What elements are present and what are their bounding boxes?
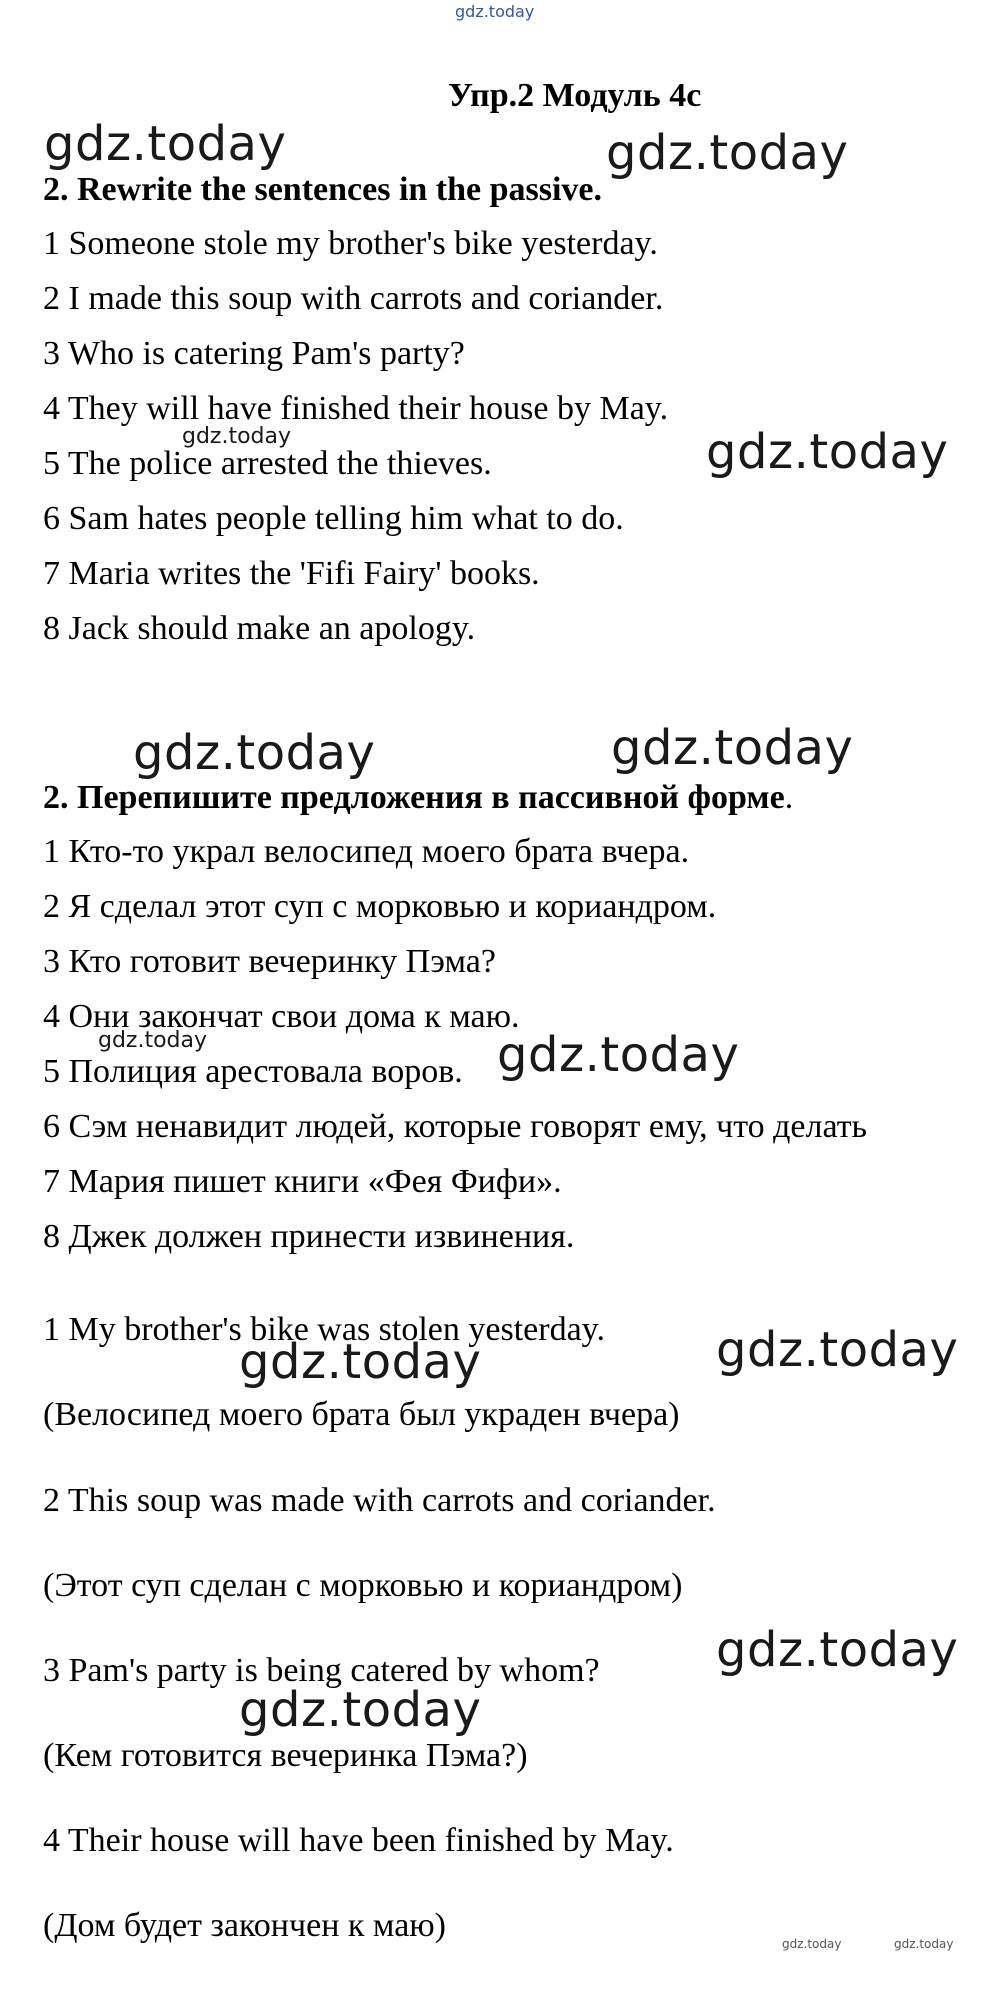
watermark-tiny: gdz.today (782, 1937, 842, 1951)
watermark-tiny: gdz.today (894, 1937, 954, 1951)
english-item: 2 I made this soup with carrots and coriander. (43, 280, 664, 317)
english-item: 7 Maria writes the 'Fifi Fairy' books. (43, 555, 540, 592)
english-item: 1 Someone stole my brother's bike yesterday. (43, 225, 658, 262)
answer-english: 1 My brother's bike was stolen yesterday. (43, 1311, 605, 1348)
watermark: gdz.today (497, 1027, 740, 1083)
answer-russian: (Этот суп сделан с морковью и кориандром) (43, 1567, 683, 1604)
russian-item: 3 Кто готовит вечеринку Пэма? (43, 943, 496, 980)
english-heading: 2. Rewrite the sentences in the passive. (43, 171, 603, 208)
english-item: 3 Who is catering Pam's party? (43, 335, 465, 372)
watermark-top: gdz.today (455, 2, 535, 21)
russian-item: 8 Джек должен принести извинения. (43, 1218, 575, 1255)
answer-russian: (Дом будет закончен к маю) (43, 1907, 447, 1944)
russian-heading-period: . (784, 779, 794, 816)
watermark-small: gdz.today (98, 1028, 208, 1053)
watermark: gdz.today (239, 1682, 482, 1738)
watermark: gdz.today (706, 424, 949, 480)
russian-item: 5 Полиция арестовала воров. (43, 1053, 463, 1090)
watermark: gdz.today (44, 116, 287, 172)
russian-item: 6 Сэм ненавидит людей, которые говорят ему, что делать (43, 1108, 868, 1145)
answer-english: 3 Pam's party is being catered by whom? (43, 1652, 600, 1689)
page-title: Упр.2 Модуль 4c (448, 77, 702, 114)
russian-heading (43, 778, 793, 818)
watermark: gdz.today (716, 1622, 959, 1678)
english-item: 5 The police arrested the thieves. (43, 445, 492, 482)
watermark: gdz.today (606, 125, 849, 181)
watermark-small: gdz.today (182, 424, 292, 449)
english-item: 6 Sam hates people telling him what to do. (43, 500, 624, 537)
russian-heading-text: 2. Перепишите предложения в пассивной форме (43, 779, 785, 816)
russian-item: 2 Я сделал этот суп с морковью и кориандром. (43, 888, 717, 925)
answer-english: 2 This soup was made with carrots and coriander. (43, 1482, 716, 1519)
answer-english: 4 Their house will have been finished by May. (43, 1822, 674, 1859)
watermark: gdz.today (239, 1334, 482, 1390)
answer-russian: (Кем готовится вечеринка Пэма?) (43, 1737, 528, 1774)
english-item: 8 Jack should make an apology. (43, 610, 476, 647)
answer-russian: (Велосипед моего брата был украден вчера) (43, 1396, 680, 1433)
watermark: gdz.today (611, 720, 854, 776)
russian-item: 7 Мария пишет книги «Фея Фифи». (43, 1163, 562, 1200)
watermark: gdz.today (133, 725, 376, 781)
watermark: gdz.today (716, 1322, 959, 1378)
english-item: 4 They will have finished their house by May. (43, 390, 669, 427)
russian-item: 4 Они закончат свои дома к маю. (43, 998, 520, 1035)
russian-item: 1 Кто-то украл велосипед моего брата вчера. (43, 833, 690, 870)
